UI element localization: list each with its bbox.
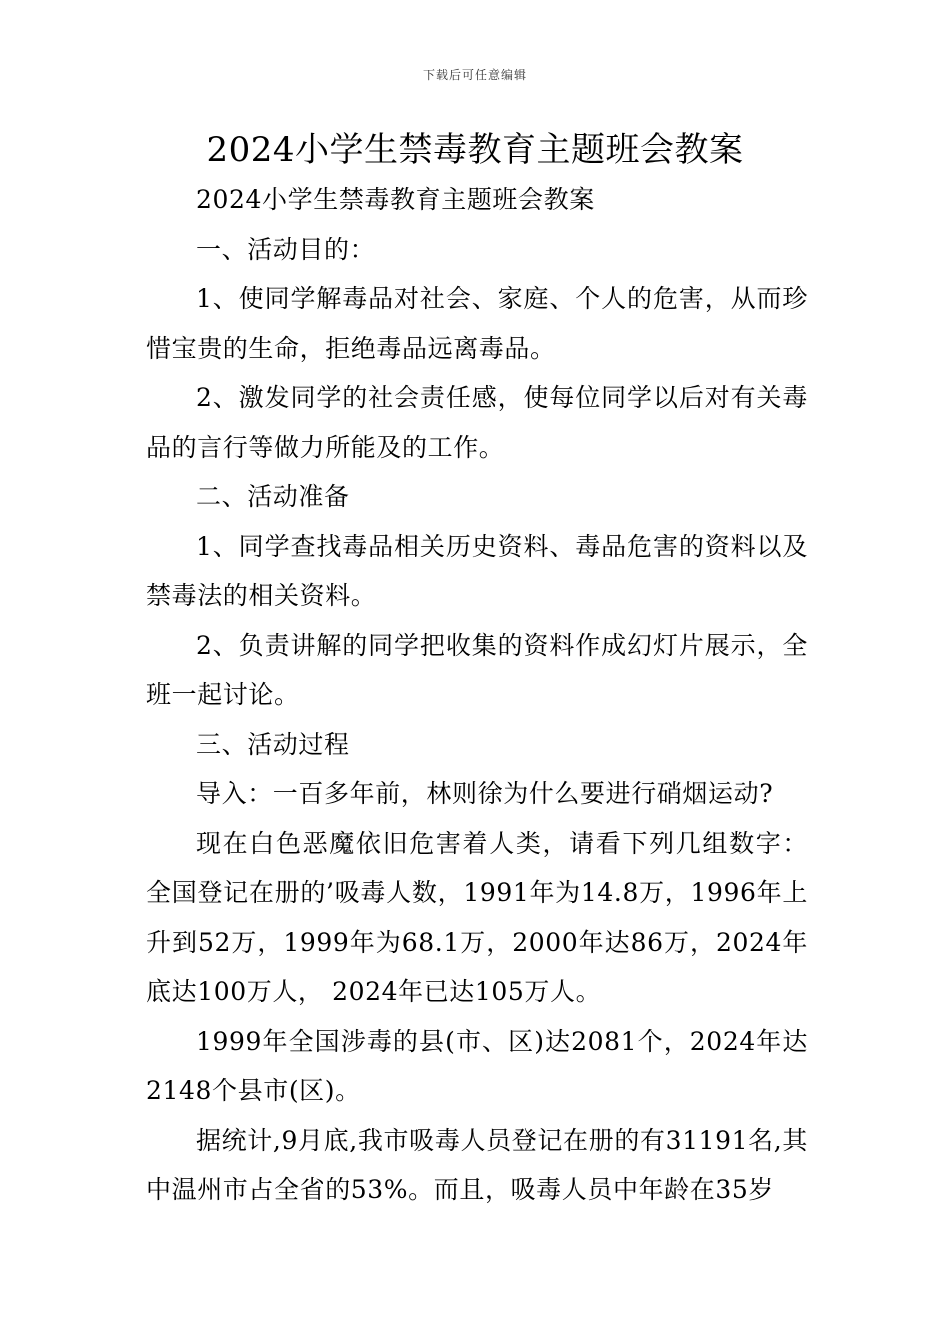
header-note: 下载后可任意编辑 — [422, 68, 527, 82]
paragraph-statistics-local: 据统计,9月底,我市吸毒人员登记在册的有31191名,其中温州市占全省的53%。而且，吸毒人员中年龄在35岁 — [146, 1125, 808, 1204]
paragraph-statistics-national: 现在白色恶魔依旧危害着人类，请看下列几组数字：全国登记在册的’吸毒人数，1991年为14.8万，1996年上升到52万，1999年为68.1万，2000年达86万，2024年底达100万人， 2024年已达105万人。 — [146, 828, 808, 1006]
section-heading-preparation: 二、活动准备 — [196, 482, 350, 511]
paragraph-objective-1: 1、使同学解毒品对社会、家庭、个人的危害，从而珍惜宝贵的生命，拒绝毒品远离毒品。 — [146, 284, 808, 363]
document-body — [146, 175, 808, 1215]
paragraph-introduction: 导入：一百多年前，林则徐为什么要进行硝烟运动? — [196, 779, 774, 808]
paragraph-subtitle: 2024小学生禁毒教育主题班会教案 — [196, 185, 595, 214]
paragraph-preparation-1: 1、同学查找毒品相关历史资料、毒品危害的资料以及禁毒法的相关资料。 — [146, 531, 808, 610]
paragraph-preparation-2: 2、负责讲解的同学把收集的资料作成幻灯片展示，全班一起讨论。 — [146, 630, 808, 709]
paragraph-statistics-counties: 1999年全国涉毒的县(市、区)达2081个，2024年达2148个县市(区)。 — [146, 1026, 808, 1105]
document-title: 2024小学生禁毒教育主题班会教案 — [206, 130, 744, 170]
section-heading-objectives: 一、活动目的： — [196, 234, 376, 264]
section-heading-process: 三、活动过程 — [196, 729, 350, 759]
paragraph-objective-2: 2、激发同学的社会责任感，使每位同学以后对有关毒品的言行等做力所能及的工作。 — [146, 383, 808, 462]
